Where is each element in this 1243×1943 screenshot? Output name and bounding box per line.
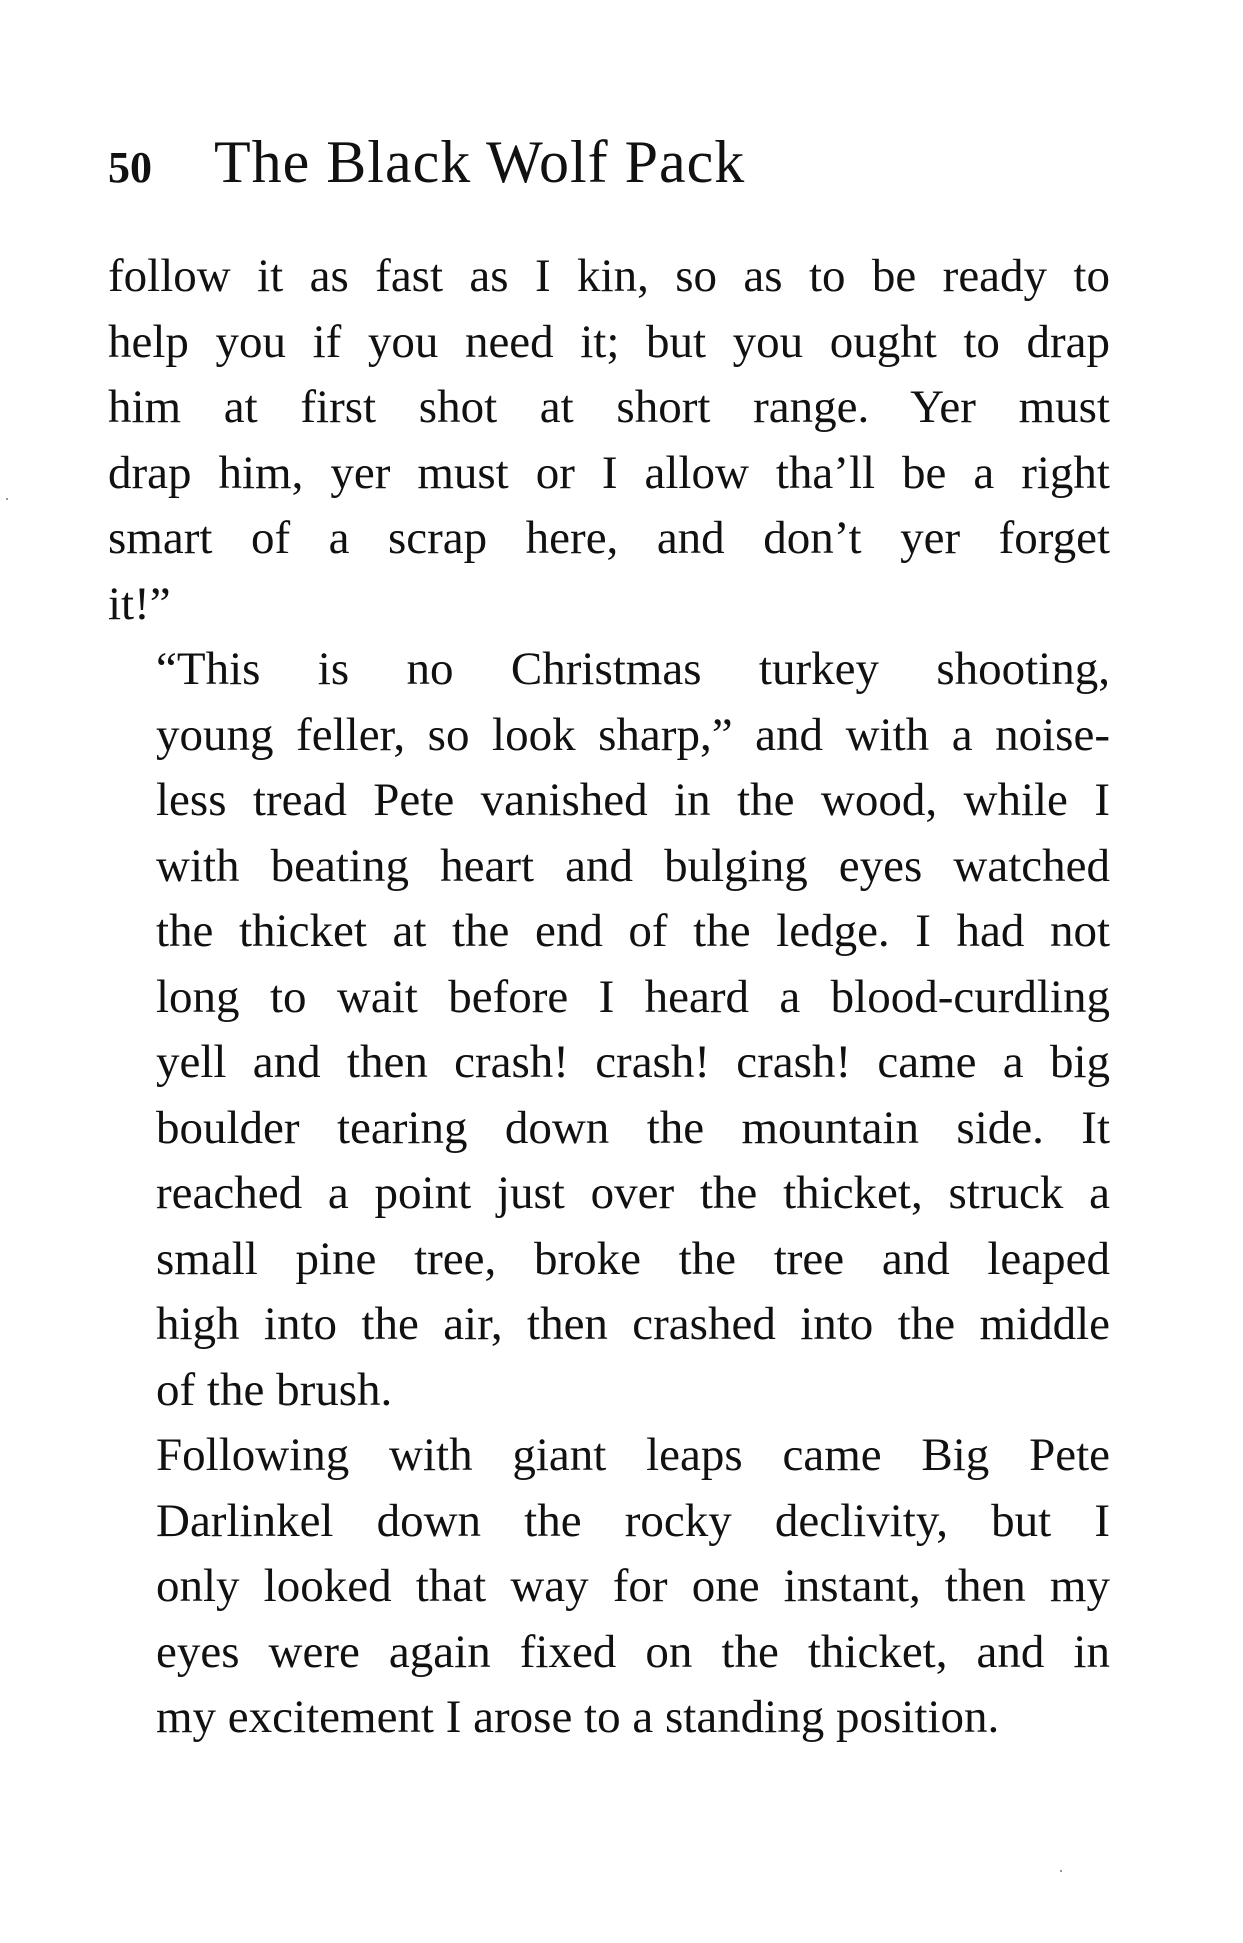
text-line: follow it as fast as I kin, so as to be ready to <box>108 250 1110 302</box>
text-line: less tread Pete vanished in the wood, while I <box>156 774 1110 826</box>
paragraph <box>108 244 1110 637</box>
page-number: 50 <box>108 143 152 192</box>
text-line: “This is no Christmas turkey shooting, <box>156 643 1110 695</box>
text-line: help you if you need it; but you ought to drap <box>108 315 1110 368</box>
scan-speck <box>6 498 8 500</box>
text-line: Darlinkel down the rocky declivity, but I <box>156 1494 1110 1547</box>
text-line: it!” <box>108 577 171 630</box>
text-line: eyes were again fixed on the thicket, and in <box>156 1625 1110 1678</box>
text-line: of the brush. <box>156 1363 393 1416</box>
text-line: drap him, yer must or I allow tha’ll be a right <box>108 446 1110 499</box>
text-line: him at first shot at short range. Yer must <box>108 381 1110 433</box>
text-line: boulder tearing down the mountain side. It <box>156 1101 1110 1154</box>
paragraph <box>108 637 1110 1423</box>
text-line: Following with giant leaps came Big Pete <box>156 1429 1110 1481</box>
text-line: small pine tree, broke the tree and leaped <box>156 1232 1110 1285</box>
text-line: reached a point just over the thicket, struck a <box>156 1167 1110 1219</box>
text-line: long to wait before I heard a blood-curdling <box>156 970 1110 1023</box>
scan-speck <box>1060 1870 1062 1872</box>
text-line: the thicket at the end of the ledge. I had not <box>156 905 1110 957</box>
text-line: smart of a scrap here, and don’t yer forget <box>108 512 1110 564</box>
text-line: with beating heart and bulging eyes watched <box>156 839 1110 892</box>
text-line: high into the air, then crashed into the middle <box>156 1298 1110 1350</box>
body-text <box>108 244 1110 1751</box>
text-line: yell and then crash! crash! crash! came a big <box>156 1036 1110 1088</box>
running-title: The Black Wolf Pack <box>214 129 746 195</box>
text-line: my excitement I arose to a standing position. <box>156 1691 1000 1743</box>
paragraph <box>108 1423 1110 1751</box>
text-line: young feller, so look sharp,” and with a noise- <box>156 708 1110 761</box>
text-line: only looked that way for one instant, then my <box>156 1560 1110 1612</box>
page-header <box>108 128 1128 208</box>
